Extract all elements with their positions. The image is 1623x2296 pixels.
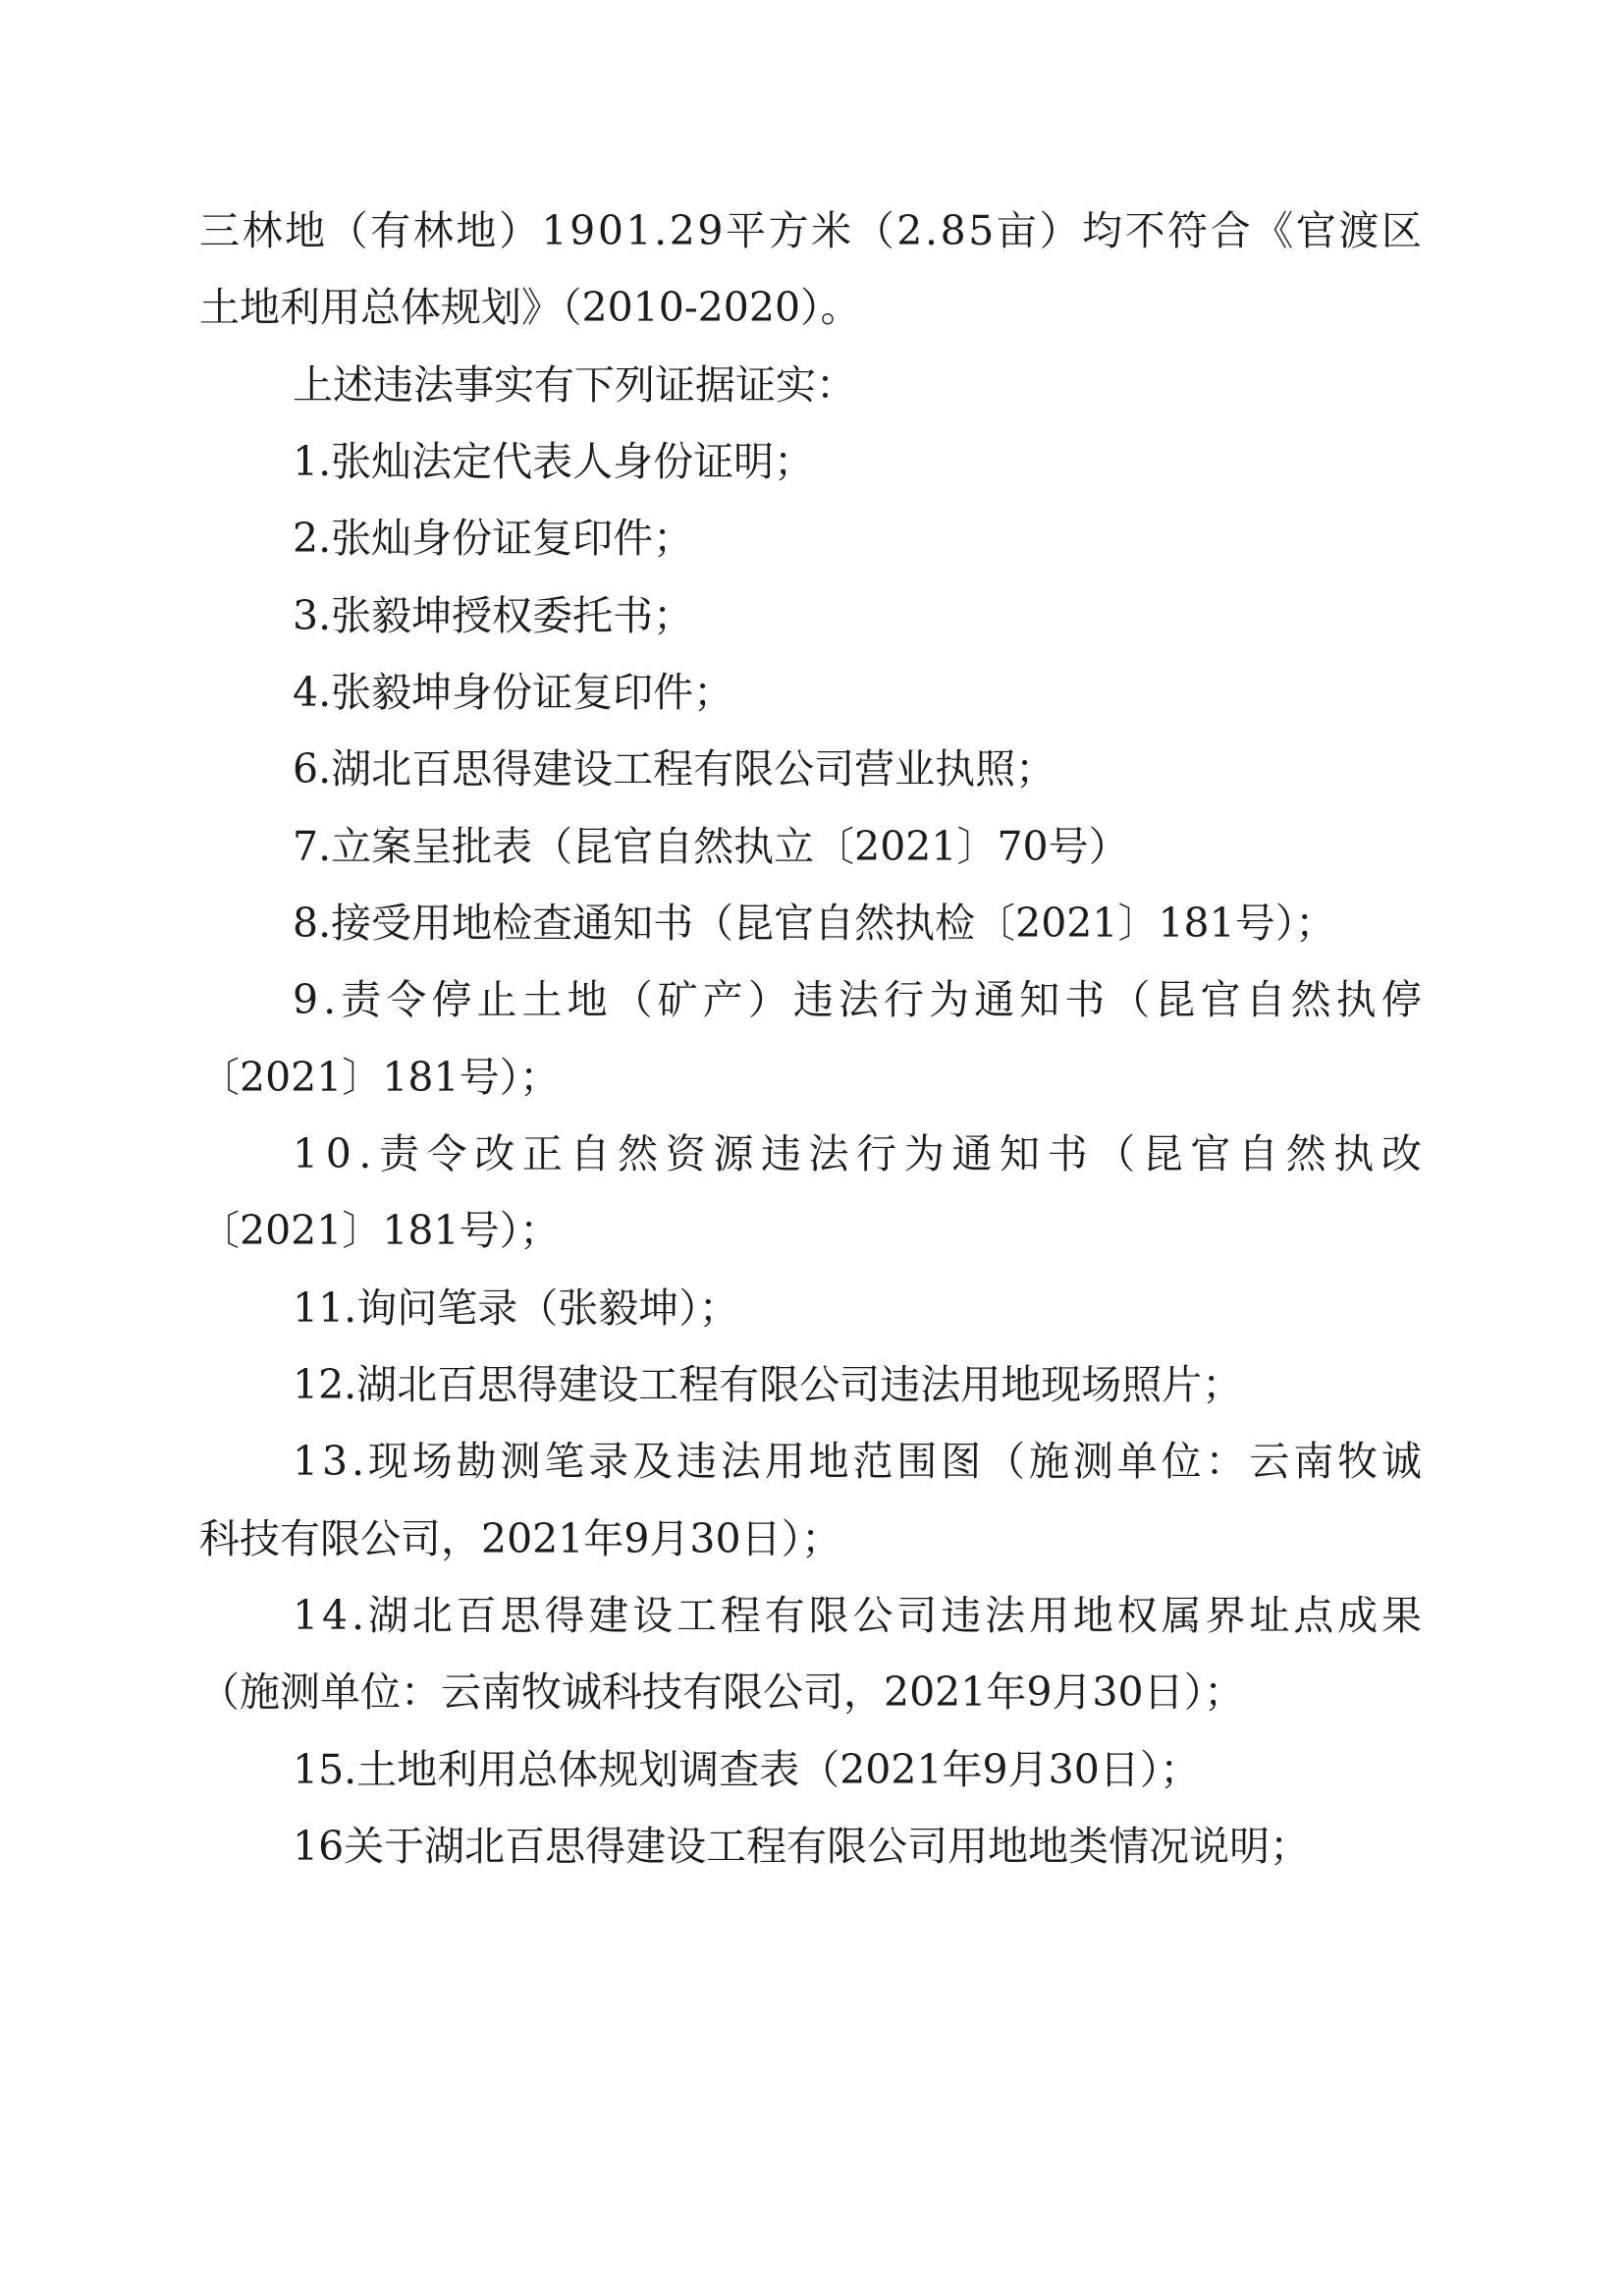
paragraph-line: 土地利用总体规划》（2010-2020）。 <box>199 284 861 331</box>
evidence-item: 4.张毅坤身份证复印件； <box>293 669 734 716</box>
evidence-item-continued: 科技有限公司，2021年9月30日）； <box>199 1515 842 1562</box>
evidence-item: 11.询问笔录（张毅坤）； <box>293 1285 739 1332</box>
evidence-item-continued: 〔2021〕181号）； <box>199 1207 561 1254</box>
evidence-item: 3.张毅坤授权委托书； <box>293 592 694 639</box>
evidence-item: 15.土地利用总体规划调查表（2021年9月30日）； <box>293 1746 1201 1793</box>
evidence-item-continued: 〔2021〕181号）； <box>199 1054 561 1101</box>
evidence-item: 9 . 责 令 停 止 土 地 （ 矿 产 ） 违 法 行 为 通 知 书 （ 昆 官 自 然 执 停 <box>293 976 1422 1023</box>
evidence-item-continued: （施测单位：云南牧诚科技有限公司，2021年9月30日）； <box>199 1668 1245 1716</box>
evidence-item: 1 0 . 责 令 改 正 自 然 资 源 违 法 行 为 通 知 书 （ 昆 官 自 然 执 改 <box>293 1130 1422 1177</box>
evidence-item: 16关于湖北百思得建设工程有限公司用地地类情况说明； <box>293 1823 1311 1870</box>
paragraph-line: 上述违法事实有下列证据证实： <box>293 361 856 409</box>
evidence-item: 8.接受用地检查通知书（昆官自然执检〔2021〕181号）； <box>293 900 1336 947</box>
evidence-item: 1 4 . 湖 北 百 思 得 建 设 工 程 有 限 公 司 违 法 用 地 权 属 界 址 点 成 果 <box>293 1592 1422 1639</box>
evidence-item: 2.张灿身份证复印件； <box>293 515 694 562</box>
evidence-item: 1 3 . 现 场 勘 测 笔 录 及 违 法 用 地 范 围 图 （ 施 测 单 位 ： 云 南 牧 诚 <box>293 1438 1422 1485</box>
evidence-item: 7.立案呈批表（昆官自然执立〔2021〕70号） <box>293 823 1129 870</box>
evidence-item: 12.湖北百思得建设工程有限公司违法用地现场照片； <box>293 1361 1243 1408</box>
evidence-item: 6.湖北百思得建设工程有限公司营业执照； <box>293 745 1056 793</box>
evidence-item: 1.张灿法定代表人身份证明； <box>293 438 815 485</box>
paragraph-line: 三 林 地 （ 有 林 地 ） 1 9 0 1 . 2 9 平 方 米 （ 2 . 8 5 亩 ） 均 不 符 合 《 官 渡 区 <box>199 207 1422 254</box>
